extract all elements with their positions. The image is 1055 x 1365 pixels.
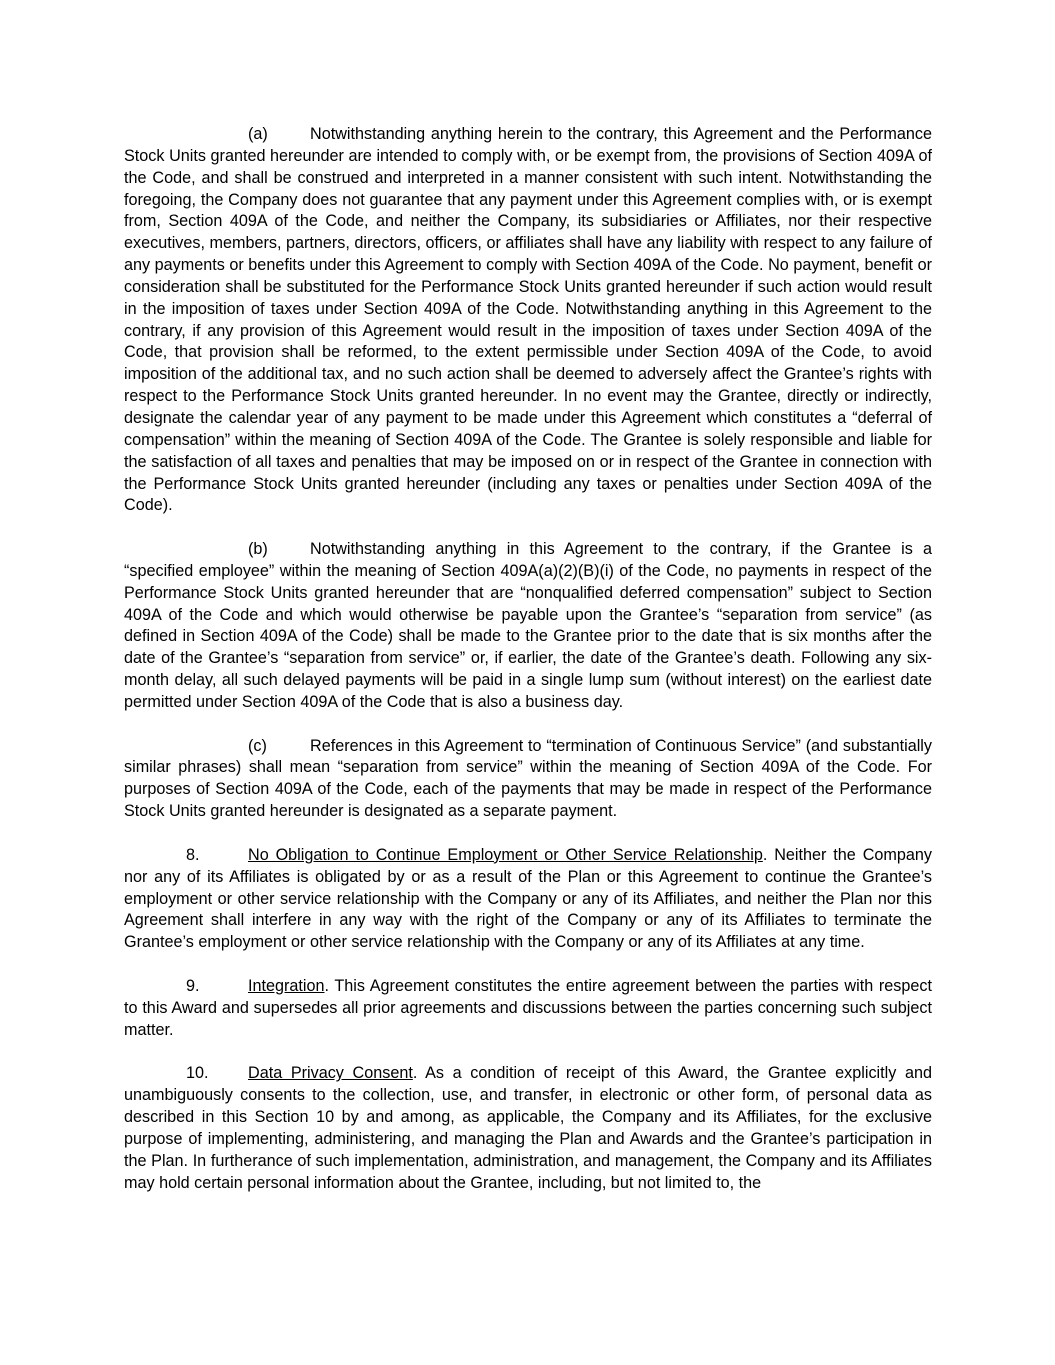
- section-text: . As a condition of receipt of this Award, the Grantee explicitly and unambiguously consents to the collection, use, and transfer, in electronic or other form, of personal data as described in this Section 10 by and among, as applicable, the Company and its Affiliates, for the exclusive purpose of implementing, administering, and managing the Plan and Awards and the Grantee’s participation in the Plan. In furtherance of such implementation, administration, and management, the Company and its Affiliates may hold certain personal information about the Grantee, including, but not limited to, the: [124, 1064, 932, 1192]
- subsection-text: Notwithstanding anything herein to the contrary, this Agreement and the Performance Stock Units granted hereunder are intended to comply with, or be exempt from, the provisions of Section 409A of the Code, and shall be construed and interpreted in a manner consistent with such intent. Notwithstanding the foregoing, the Company does not guarantee that any payment under this Agreement complies with, or is exempt from, Section 409A of the Code, and neither the Company, its subsidiaries or Affiliates, nor their respective executives, members, partners, directors, officers, or affiliates shall have any liability with respect to any failure of any payments or benefits under this Agreement to comply with Section 409A of the Code. No payment, benefit or consideration shall be substituted for the Performance Stock Units granted hereunder if such action would result in the imposition of taxes under Section 409A of the Code. Notwithstanding anything in this Agreement to the contrary, if any provision of this Agreement would result in the imposition of taxes under Section 409A of the Code, that provision shall be reformed, to the extent permissible under Section 409A of the Code, to avoid imposition of the additional tax, and no such action shall be deemed to adversely affect the Grantee’s rights with respect to the Performance Stock Units granted hereunder. In no event may the Grantee, directly or indirectly, designate the calendar year of any payment to be made under this Agreement which constitutes a “deferral of compensation” within the meaning of Section 409A of the Code. The Grantee is solely responsible and liable for the satisfaction of all taxes and penalties that may be imposed on or in respect of the Grantee in connection with the Performance Stock Units granted hereunder (including any taxes or penalties under Section 409A of the Code).: [124, 125, 932, 515]
- subsection-a: [124, 124, 932, 517]
- subsection-text: References in this Agreement to “termination of Continuous Service” (and substantially similar phrases) shall mean “separation from service” within the meaning of Section 409A of the Code. For purposes of Section 409A of the Code, each of the payments that may be made in respect of the Performance Stock Units granted hereunder is designated as a separate payment.: [124, 736, 932, 821]
- subsection-c: [124, 736, 932, 823]
- section-number: 10.: [186, 1064, 209, 1083]
- subsection-text: Notwithstanding anything in this Agreement to the contrary, if the Grantee is a “specified employee” within the meaning of Section 409A(a)(2)(B)(i) of the Code, no payments in respect of the Performance Stock Units granted hereunder that are “nonqualified deferred compensation” subject to Section 409A of the Code and which would otherwise be payable upon the Grantee’s “separation from service” (as defined in Section 409A of the Code) shall be made to the Grantee prior to the date that is six months after the date of the Grantee’s “separation from service” or, if earlier, the date of the Grantee’s death. Following any six-month delay, all such delayed payments will be paid in a single lump sum (without interest) on the earliest date permitted under Section 409A of the Code that is also a business day.: [124, 540, 932, 711]
- subsection-marker: (a): [248, 125, 268, 143]
- section-text: . Neither the Company nor any of its Affiliates is obligated by or as a result of the Plan or this Agreement to continue the Grantee’s employment or other service relationship with the Company or any of its Affiliates, and neither the Plan nor this Agreement shall interfere in any way with the right of the Company or any of its Affiliates to terminate the Grantee’s employment or other service relationship with the Company or any of its Affiliates at any time.: [124, 845, 932, 952]
- section-10: [124, 1063, 932, 1194]
- section-heading: No Obligation to Continue Employment or Other Service Relationship: [248, 845, 763, 864]
- subsection-marker: (c): [248, 736, 267, 755]
- section-number: 8.: [186, 845, 200, 864]
- subsection-b: [124, 539, 932, 714]
- section-heading: Data Privacy Consent: [248, 1064, 413, 1083]
- section-number: 9.: [186, 976, 200, 995]
- section-9: [124, 976, 932, 1042]
- section-text: . This Agreement constitutes the entire agreement between the parties with respect to this Award and supersedes all prior agreements and discussions between the parties concerning such subject matter.: [124, 976, 932, 1039]
- section-heading: Integration: [248, 976, 325, 995]
- document-page: [124, 124, 932, 1216]
- subsection-marker: (b): [248, 540, 268, 559]
- section-8: [124, 845, 932, 954]
